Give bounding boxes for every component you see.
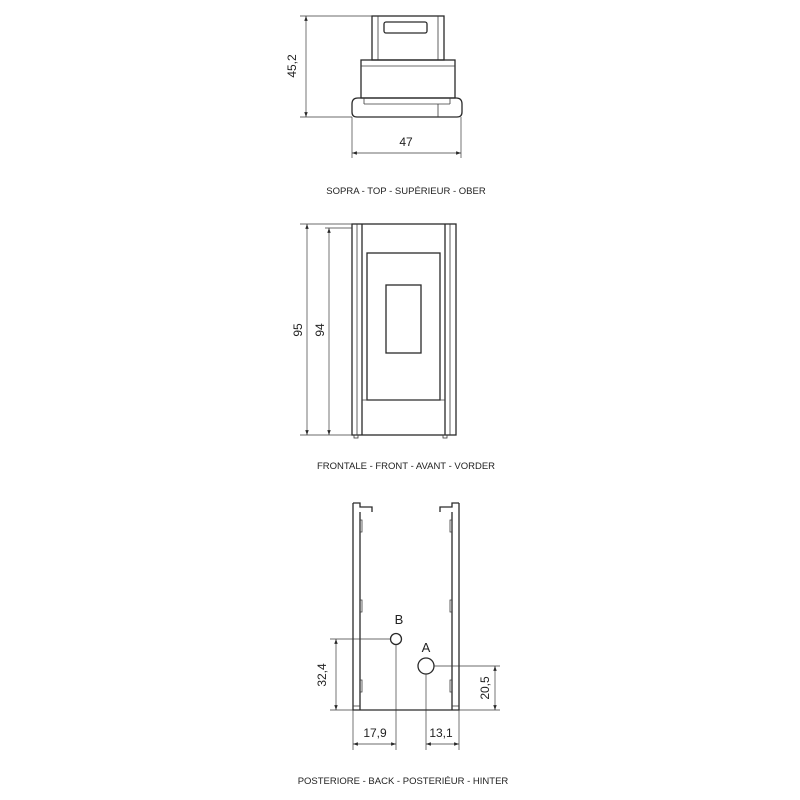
top-width-label: 47 xyxy=(399,135,413,149)
front-view-body xyxy=(352,224,456,438)
back-a-offset-dimension xyxy=(426,674,459,750)
back-a-offset-label: 13,1 xyxy=(429,726,453,740)
front-inner-height-label: 94 xyxy=(313,323,327,337)
back-view xyxy=(298,503,509,787)
top-height-dimension xyxy=(285,16,372,117)
hole-a-label: A xyxy=(421,640,431,655)
back-b-offset-label: 17,9 xyxy=(363,726,387,740)
hole-b-label: B xyxy=(394,612,404,627)
top-view-body xyxy=(352,16,462,117)
top-height-label: 45,2 xyxy=(285,54,299,78)
top-view-caption: SOPRA - TOP - SUPÉRIEUR - OBER xyxy=(326,186,486,197)
top-view xyxy=(285,16,486,197)
hole-a xyxy=(418,658,434,674)
front-view xyxy=(291,224,495,472)
hole-b xyxy=(391,634,402,645)
back-a-height-label: 20,5 xyxy=(478,676,492,700)
top-width-dimension xyxy=(352,117,461,158)
back-view-caption: POSTERIORE - BACK - POSTERIÉUR - HINTER xyxy=(297,776,509,787)
back-view-body xyxy=(353,503,459,710)
back-a-height-dimension xyxy=(434,666,500,710)
back-b-height-label: 32,4 xyxy=(315,663,329,687)
front-inner-height-dimension xyxy=(313,228,352,435)
front-view-caption: FRONTALE - FRONT - AVANT - VORDER xyxy=(316,461,496,472)
front-outer-height-label: 95 xyxy=(291,323,305,337)
